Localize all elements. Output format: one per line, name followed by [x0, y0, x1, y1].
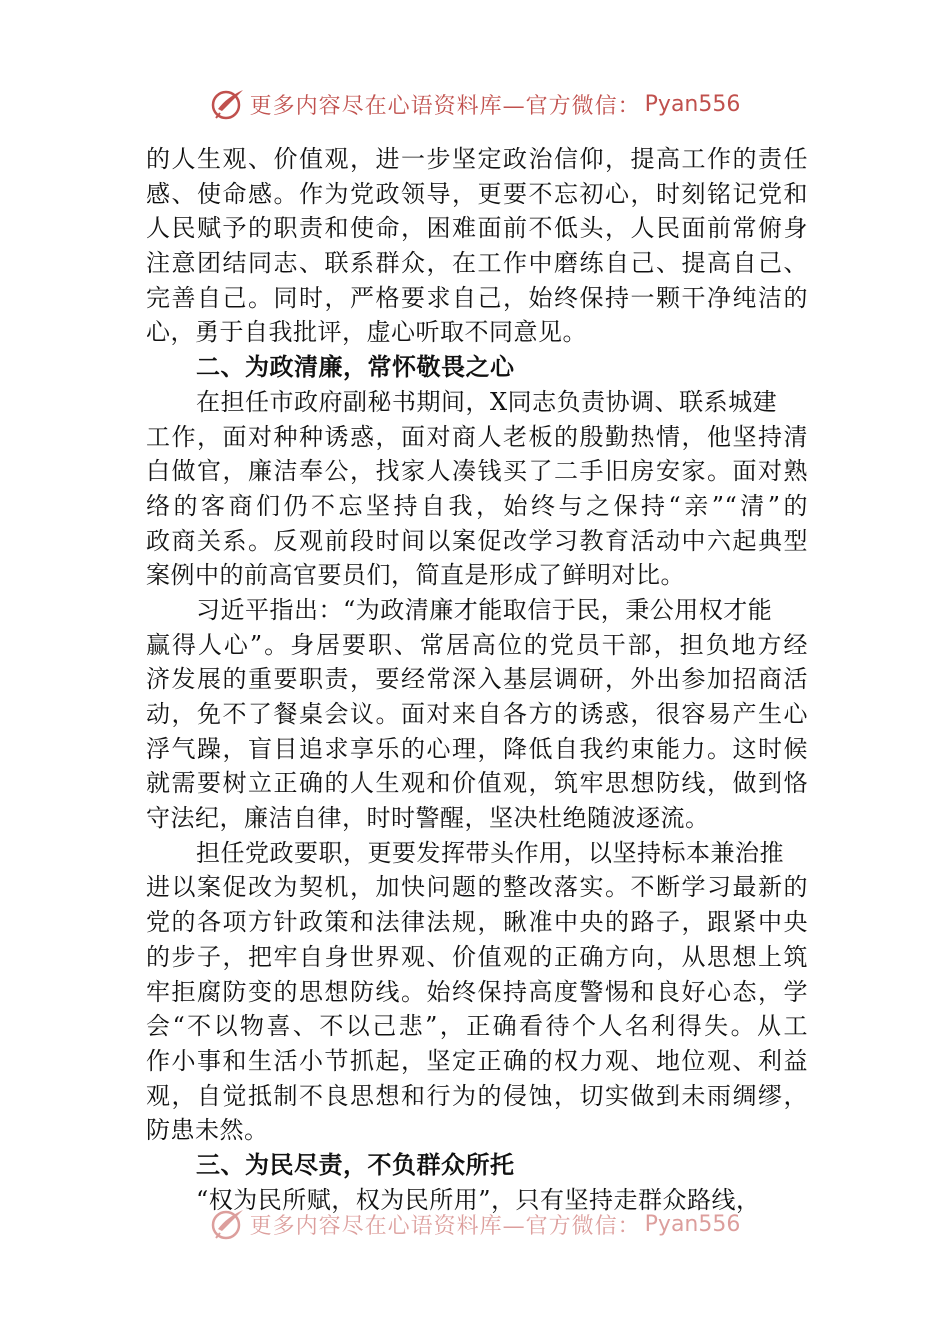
text-line: 感、使命感。作为党政领导，更要不忘初心，时刻铭记党和	[146, 179, 808, 208]
text-line: 在担任市政府副秘书期间，X同志负责协调、联系城建	[196, 387, 778, 416]
text-line: 动，免不了餐桌会议。面对来自各方的诱惑，很容易产生心	[146, 700, 808, 728]
section-heading: 三、为民尽责，不负群众所托	[196, 1150, 515, 1179]
text-line: 工作，面对种种诱惑，面对商人老板的殷勤热情，他坚持清	[146, 422, 808, 451]
text-line: 完善自己。同时，严格要求自己，始终保持一颗干净纯洁的	[146, 283, 808, 312]
text-line: 心，勇于自我批评，虚心听取不同意见。	[146, 318, 587, 347]
text-line: 守法纪，廉洁自律，时时警醒，坚决杜绝随波逐流。	[146, 804, 710, 833]
wechat-id: Pyan556	[644, 91, 741, 117]
banner-text: 更多内容尽在心语资料库—官方微信：	[249, 93, 641, 119]
text-line: 就需要树立正确的人生观和价值观，筑牢思想防线，做到恪	[146, 769, 808, 798]
wechat-id: Pyan556	[644, 1211, 741, 1237]
quill-logo-icon	[210, 87, 246, 121]
header-watermark-banner	[0, 84, 950, 124]
text-line: 防患未然。	[146, 1116, 269, 1145]
banner-text: 更多内容尽在心语资料库—官方微信：	[249, 1213, 641, 1239]
text-line: 人民赋予的职责和使命，困难面前不低头，人民面前常俯身	[146, 214, 808, 243]
text-line: “权为民所赋，权为民所用”，只有坚持走群众路线，	[196, 1185, 761, 1214]
section-heading: 二、为政清廉，常怀敬畏之心	[196, 353, 515, 382]
text-line: 作小事和生活小节抓起，坚定正确的权力观、地位观、利益	[146, 1046, 808, 1075]
text-line: 浮气躁，盲目追求享乐的心理，降低自我约束能力。这时候	[146, 734, 808, 763]
text-line: 络的客商们仍不忘坚持自我，始终与之保持“亲”“清”的	[146, 491, 808, 520]
text-line: 观，自觉抵制不良思想和行为的侵蚀，切实做到未雨绸缪，	[146, 1081, 808, 1110]
text-line: 白做官，廉洁奉公，找家人凑钱买了二手旧房安家。面对熟	[146, 457, 808, 486]
document-body	[146, 142, 808, 1217]
text-line: 进以案促改为契机，加快问题的整改落实。不断学习最新的	[146, 873, 808, 902]
text-line: 会“不以物喜、不以己悲”，正确看待个人名利得失。从工	[146, 1012, 808, 1041]
text-line: 政商关系。反观前段时间以案促改学习教育活动中六起典型	[146, 526, 808, 555]
text-line: 习近平指出：“为政清廉才能取信于民，秉公用权才能	[196, 595, 773, 624]
text-line: 的人生观、价值观，进一步坚定政治信仰，提高工作的责任	[146, 145, 808, 173]
text-line: 注意团结同志、联系群众，在工作中磨练自己、提高自己、	[146, 249, 808, 278]
quill-logo-icon	[210, 1207, 246, 1241]
text-line: 案例中的前高官要员们，简直是形成了鲜明对比。	[146, 561, 685, 590]
text-line: 担任党政要职，更要发挥带头作用，以坚持标本兼治推	[196, 838, 784, 867]
text-line: 赢得人心”。身居要职、常居高位的党员干部，担负地方经	[146, 630, 808, 659]
footer-watermark-banner	[0, 1204, 950, 1244]
text-line: 济发展的重要职责，要经常深入基层调研，外出参加招商活	[146, 665, 808, 694]
text-line: 的步子，把牢自身世界观、价值观的正确方向，从思想上筑	[146, 942, 808, 971]
text-line: 党的各项方针政策和法律法规，瞅准中央的路子，跟紧中央	[146, 908, 808, 937]
text-line: 牢拒腐防变的思想防线。始终保持高度警惕和良好心态，学	[146, 977, 808, 1006]
